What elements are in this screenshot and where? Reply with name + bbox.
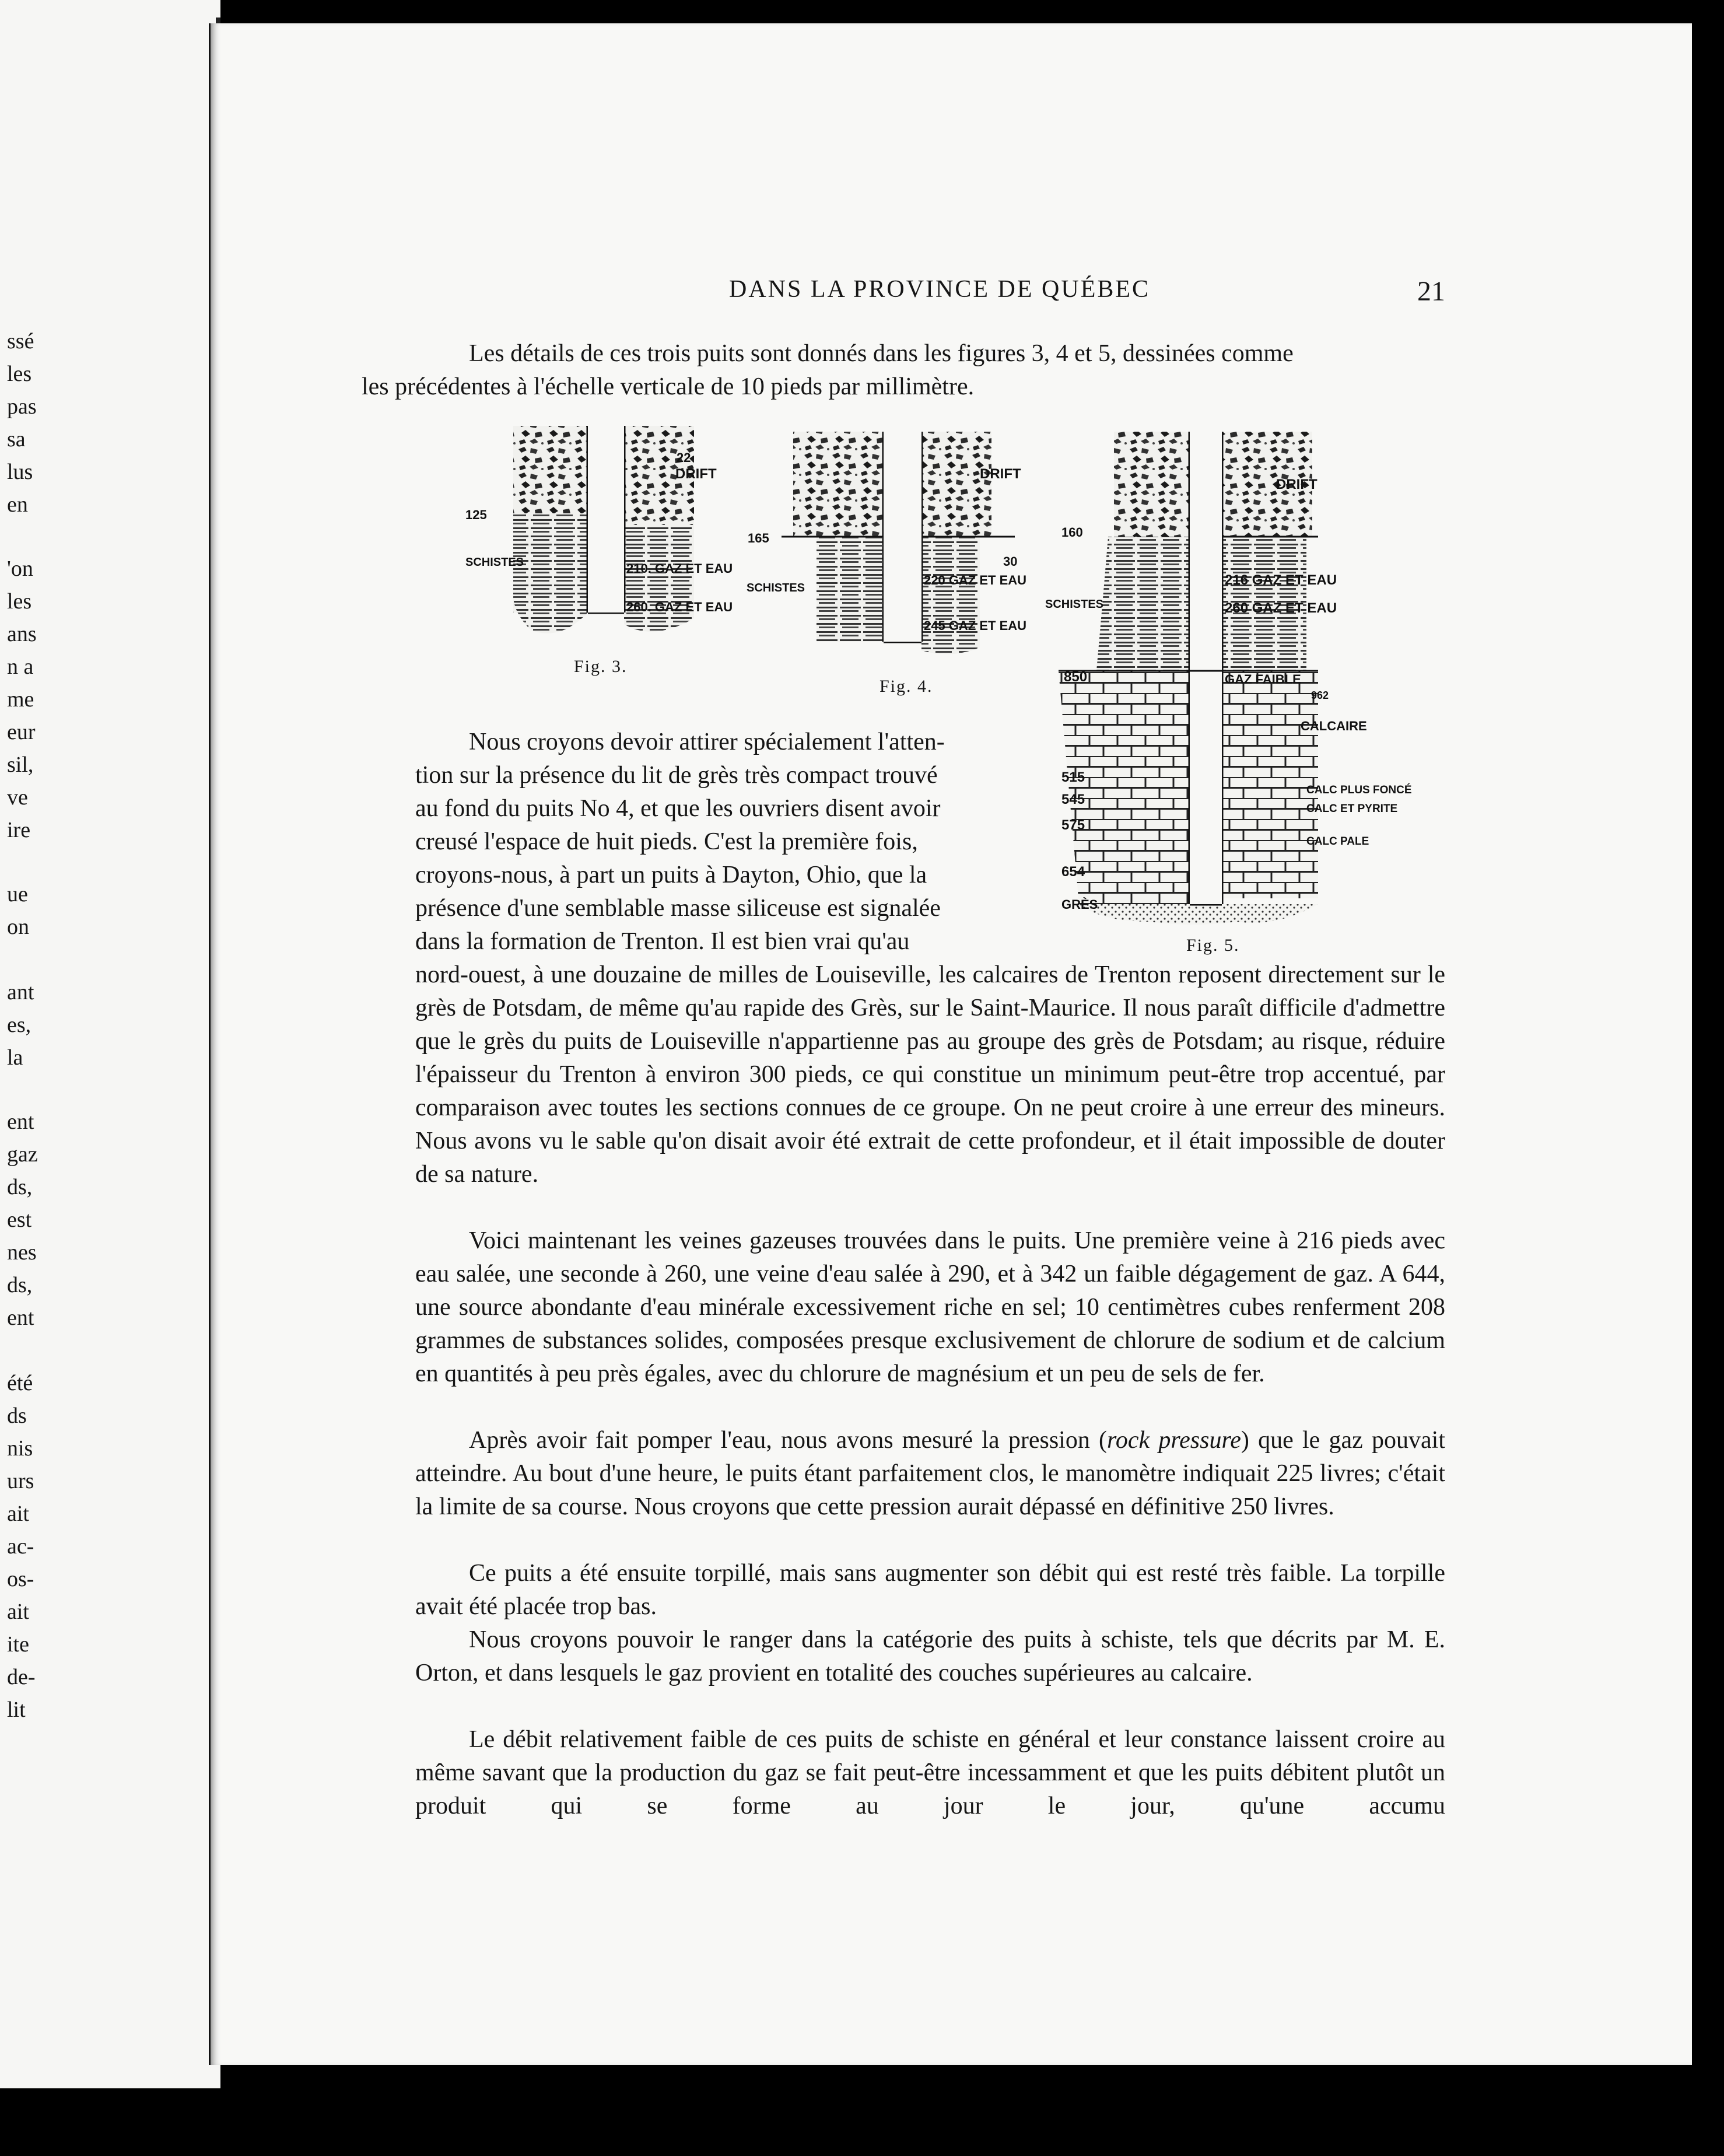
facing-line: on (7, 915, 29, 939)
facing-line: est (7, 1208, 32, 1232)
well-note: CALC PLUS FONCÉ (1306, 784, 1412, 796)
well-diagram-5 (1044, 420, 1417, 945)
figure-3 (461, 420, 764, 653)
depth-label: 165 (748, 531, 769, 545)
drift-label: DRIFT (1276, 477, 1317, 492)
well-note: 220 GAZ ET EAU (924, 573, 1027, 587)
facing-line: ans (7, 622, 37, 646)
well-note: 216 GAZ ET EAU (1225, 572, 1337, 588)
layer-label: SCHISTES (465, 556, 524, 569)
depth-label: 515 (1061, 769, 1085, 785)
figure-4-caption: Fig. 4. (879, 677, 933, 696)
facing-line: gaz (7, 1142, 38, 1167)
well-note: CALC ET PYRITE (1306, 803, 1398, 815)
facing-line: de- (7, 1665, 36, 1689)
facing-line: sil, (7, 752, 34, 777)
well-note: CALC PALE (1306, 835, 1369, 848)
paragraph-5: Nous croyons pouvoir le ranger dans la catégorie des puits à schiste, tels que décrits par M. E. Orton, et dans lesquels le gaz provient en totalité des couches supérieures au calcaire. (415, 1626, 1445, 1686)
facing-line: ant (7, 980, 34, 1005)
facing-line: les (7, 362, 32, 386)
facing-line: ait (7, 1600, 29, 1624)
well-note: 210. GAZ ET EAU (626, 561, 733, 576)
facing-line: 'on (7, 556, 33, 581)
facing-line: ac- (7, 1534, 34, 1559)
facing-line: ds (7, 1404, 27, 1428)
facing-line: nes (7, 1240, 37, 1265)
facing-line: ds, (7, 1175, 33, 1199)
facing-line: ait (7, 1502, 29, 1526)
facing-line: sa (7, 427, 26, 452)
well-diagram-4 (747, 426, 1050, 671)
text-line: présence d'une semblable masse siliceuse est signalée (415, 895, 941, 922)
text-line: Nous croyons devoir attirer spécialement l'atten- (469, 729, 945, 755)
facing-line: pas (7, 394, 37, 419)
intro-line: les précédentes à l'échelle verticale de 10 pieds par millimètre. (362, 373, 975, 400)
depth-label: 125 (465, 508, 487, 522)
facing-line: eur (7, 720, 36, 744)
paragraph-4: Ce puits a été ensuite torpillé, mais sans augmenter son débit qui est resté très faible. La torpille avait été placée trop bas. (415, 1560, 1445, 1620)
facing-line: la (7, 1045, 23, 1070)
intro-line: Les détails de ces trois puits sont donnés dans les figures 3, 4 et 5, dessinées comme (469, 340, 1294, 367)
intro-paragraph (362, 337, 1445, 404)
facing-line: os- (7, 1567, 34, 1591)
running-title: DANS LA PROVINCE DE QUÉBEC (729, 276, 1151, 303)
layer-label: SCHISTES (1045, 598, 1104, 611)
paragraph-3-before: Après avoir fait pomper l'eau, nous avons mesuré la pression ( (469, 1427, 1108, 1454)
facing-line: ve (7, 785, 28, 810)
depth-label: 962 (1311, 690, 1329, 701)
facing-line: ire (7, 818, 31, 842)
facing-line: en (7, 492, 28, 517)
facing-line: es, (7, 1013, 31, 1037)
drift-label: DRIFT (980, 466, 1021, 482)
figure-4 (747, 426, 1050, 671)
figure-5-caption: Fig. 5. (1186, 936, 1240, 955)
text-line: tion sur la présence du lit de grès très compact trouvé (415, 762, 938, 789)
paragraph-3 (415, 1424, 1445, 1524)
text-line: dans la formation de Trenton. Il est bien vrai qu'au (415, 928, 910, 955)
depth-label: 850 (1064, 669, 1088, 685)
well-note: 260. GAZ ET EAU (626, 600, 733, 614)
depth-label: 545 (1061, 792, 1085, 807)
text-line: au fond du puits No 4, et que les ouvriers disent avoir (415, 795, 941, 822)
facing-line: n a (7, 654, 34, 679)
facing-line: nis (7, 1436, 33, 1461)
layer-label: SCHISTES (747, 582, 805, 594)
depth-label: 575 (1061, 817, 1085, 833)
facing-line: lus (7, 460, 33, 484)
depth-label: 30 (1003, 554, 1018, 569)
well-note: CALCAIRE (1301, 719, 1367, 733)
well-note: 260 GAZ ET EAU (1225, 600, 1337, 616)
facing-line: urs (7, 1469, 34, 1493)
drift-label: DRIFT (675, 466, 717, 482)
paragraph-3-after: ) que le gaz pouvait atteindre. Au bout d'une heure, le puits étant parfaitement clos, le manomètre indiquait 225 livres; c'était la limite de sa course. Nous croyons que cette pression aurait dépassé en définitive 250 livres. (415, 1427, 1445, 1520)
facing-line: ite (7, 1632, 29, 1657)
layer-label: GRÈS (1061, 897, 1098, 912)
text-line: creusé l'espace de huit pieds. C'est la première fois, (415, 828, 918, 855)
paragraph-2: Voici maintenant les veines gazeuses trouvées dans le puits. Une première veine à 216 pieds avec eau salée, une seconde à 260, une veine d'eau salée à 290, et à 342 un faible dégagement de gaz. A 644, une source abondante d'eau minérale excessivement riche en sel; 10 centimètres cubes renferment 208 grammes de substances solides, composées presque exclusivement de chlorure de sodium et de calcium en quantités à peu près égales, avec du chlorure de magnésium et un peu de sels de fer. (415, 1227, 1445, 1387)
facing-line: me (7, 687, 34, 712)
facing-page-fragment (0, 0, 220, 2088)
page-number: 21 (1417, 276, 1445, 307)
well-note: 245 GAZ ET EAU (924, 618, 1027, 633)
facing-line: ds, (7, 1273, 33, 1297)
figure-5 (1044, 420, 1417, 945)
depth-label: 160 (1061, 525, 1083, 540)
well-note: GAZ FAIBLE (1225, 672, 1301, 687)
facing-line: lit (7, 1698, 26, 1722)
paragraph-3-italic: rock pressure (1107, 1427, 1241, 1454)
facing-line: ent (7, 1110, 34, 1134)
well-diagram-3 (461, 420, 764, 653)
figure-3-caption: Fig. 3. (574, 657, 628, 676)
facing-line: été (7, 1371, 33, 1395)
paragraph-6: Le débit relativement faible de ces puits de schiste en général et leur constance laissent croire au même savant que la production du gaz se fait peut-être incessamment et que les puits débitent plutôt un produit qui se forme au jour le jour, qu'une accumu (415, 1726, 1445, 1819)
facing-line: ent (7, 1306, 34, 1330)
facing-line: ue (7, 882, 28, 907)
depth-label: 654 (1061, 864, 1085, 880)
text-line: croyons-nous, à part un puits à Dayton, Ohio, que la (415, 862, 927, 888)
depth-label: 22 (677, 450, 691, 465)
paragraph-1-continued: nord-ouest, à une douzaine de milles de Louiseville, les calcaires de Trenton reposent directement sur le grès de Potsdam, de même qu'au rapide des Grès, sur le Saint-Maurice. Il nous paraît difficile d'admettre que le grès du puits de Louiseville n'appartienne pas au groupe des grès de Potsdam; au risque, réduire l'épaisseur du Trenton à environ 300 pieds, ce qui constitue un minimum peut-être trop accentué, par comparaison avec toutes les sections connues de ce groupe. On ne peut croire à une erreur des mineurs. Nous avons vu le sable qu'on disait avoir été extrait de cette profondeur, et il était impossible de douter de sa nature. (415, 961, 1445, 1188)
paragraph-narrow (415, 726, 1051, 958)
facing-line: ssé (7, 329, 34, 354)
facing-line: les (7, 589, 32, 614)
